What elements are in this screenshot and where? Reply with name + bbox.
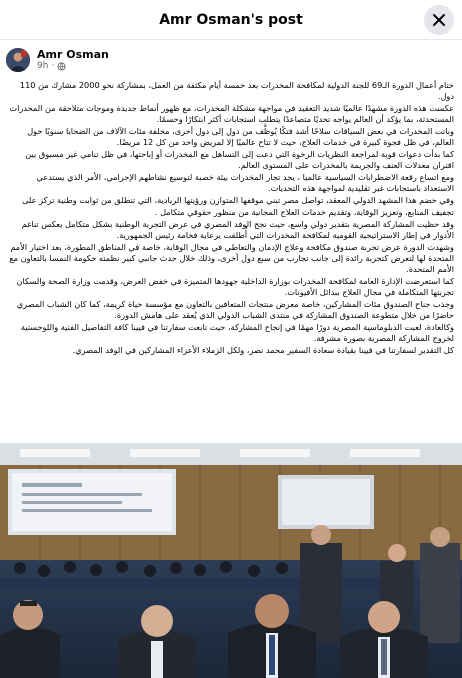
header-title: Amr Osman's post <box>159 11 303 28</box>
close-button[interactable] <box>424 5 454 35</box>
post-paragraph: وباتت المخدرات في بعض السياقات سلاحًا أشد فتكًا يُوظَّف من دول إلى دول أخرى، مخلفة مئات الآلاف من الضحايا سنويًا حول العالم، في ظل فجوة كبيرة في خدمات العلاج، حيث لا تتاح عالميًا إلا لمريض واحد من كل 12 مريضًا. <box>27 126 454 148</box>
post-paragraph: وجذب جناح الصندوق مئات المشاركين، خاصة معرض منتجات المتعافين بالتعاون مع مؤسسة حياة كريمة، كما كان الشباب المصري حاضرًا من خلال متطوعة الصندوق المشاركة في منتدى الشباب الدولي الذي يُعقد على هامش الدورة. <box>16 298 454 320</box>
post-paragraph: وشهدت الدورة عرض تجربة صندوق مكافحة وعلاج الإدمان والتعاطي في مجال الوقاية، خاصة في المناطق المطورة، بعد اختيار الأمم المتحدة لها لتعرض كتجربة رائدة إلى جانب تجارب من سبع دول أخرى، وذلك خلال حدث جانبي كبير نظمته حكومة النمسا بالتعاون مع الأمم المتحدة. <box>9 241 454 274</box>
post-text <box>8 80 454 438</box>
post-time[interactable]: 9h <box>37 61 49 72</box>
post-meta <box>37 61 109 71</box>
close-icon <box>432 13 446 27</box>
post-photo[interactable] <box>0 443 462 678</box>
post-paragraph: كل التقدير لسفارتنا في فيينا بقيادة سعادة السفير محمد نصر، ولكل الزملاء الأعزاء المشاركين في الوفد المصري. <box>72 345 454 356</box>
post-paragraph: ومع اتساع رقعة الاضطرابات السياسية عالميا ، يجد تجار المخدرات بيئة خصبة لتوسيع نشاطهم الإجرامي، الأمر الذي يستدعي الاستعداد باستجابات غير تقليدية لمواجهة هذه التحديات. <box>36 172 454 194</box>
author-name[interactable]: Amr Osman <box>37 47 109 61</box>
avatar[interactable] <box>6 48 30 72</box>
post-paragraph: عكست هذه الدورة مشهدًا عالميًا شديد التعقيد في مواجهة مشكلة المخدرات، مع ظهور أنماط جديدة وموجات متلاحقة من المخدرات المستحدثة، بما يؤكد أن العالم يواجه تحديًا متصاعدًا يتطلب استجابات أكثر ابتكارًا وحسمًا. <box>9 103 454 125</box>
meta-separator: · <box>51 61 55 72</box>
post-author <box>6 44 109 76</box>
post-paragraph: وقد حظيت المشاركة المصرية بتقدير دولي واسع، حيث نجح الوفد المصري في عرض التجربة الوطنية بشكل متكامل يعكس تناغم الأدوار في إطار الاستراتيجية القومية لمكافحة المخدرات التي أُطلقت برعاية فخامة رئيس الجمهورية. <box>21 218 454 240</box>
post-paragraph: ختام أعمال الدورة الـ69 للجنة الدولية لمكافحة المخدرات بعد خمسة أيام مكثفة من العمل، بمشاركة نحو 2000 مشارك من 110 دول. <box>19 80 454 102</box>
post-paragraph: وكالعادة، لعبت الدبلوماسية المصرية دورًا مهمًا في إنجاح المشاركة، حيث تابعت سفارتنا في فيينا كافة التفاصيل الفنية واللوجستية لخروج المشاركة المصرية بصورة مشرفة. <box>20 321 454 344</box>
post-paragraph: كما استعرضت الإدارة العامة لمكافحة المخدرات بوزارة الداخلية جهودها المتميزة في خفض العرض، وقدمت وزارة الصحة والسكان تجربتها المتكاملة في مجال العلاج ببدائل الأفيونات. <box>16 275 454 297</box>
post-header <box>0 0 462 40</box>
globe-icon <box>57 62 66 71</box>
post-paragraph: كما بدأت دعوات قوية لمراجعة النظريات الرخوة التي دعت إلى التساهل مع المخدرات أو إباحتها، في ظل تنامي غير مسبوق بين اقتران معدلات العنف والجريمة بالمخدرات على المستوى العالم. <box>25 149 454 171</box>
post-paragraph: وفي خضم هذا المشهد الدولي المعقد، تواصل مصر تبني موقفها المتوازن ورؤيتها الريادية، التي تنطلق من ثوابت وطنية تركز على تجفيف المنابع، وتعزيز الوقاية، وتقديم خدمات العلاج المجانية من منظور حقوقي متكامل . <box>22 195 454 217</box>
